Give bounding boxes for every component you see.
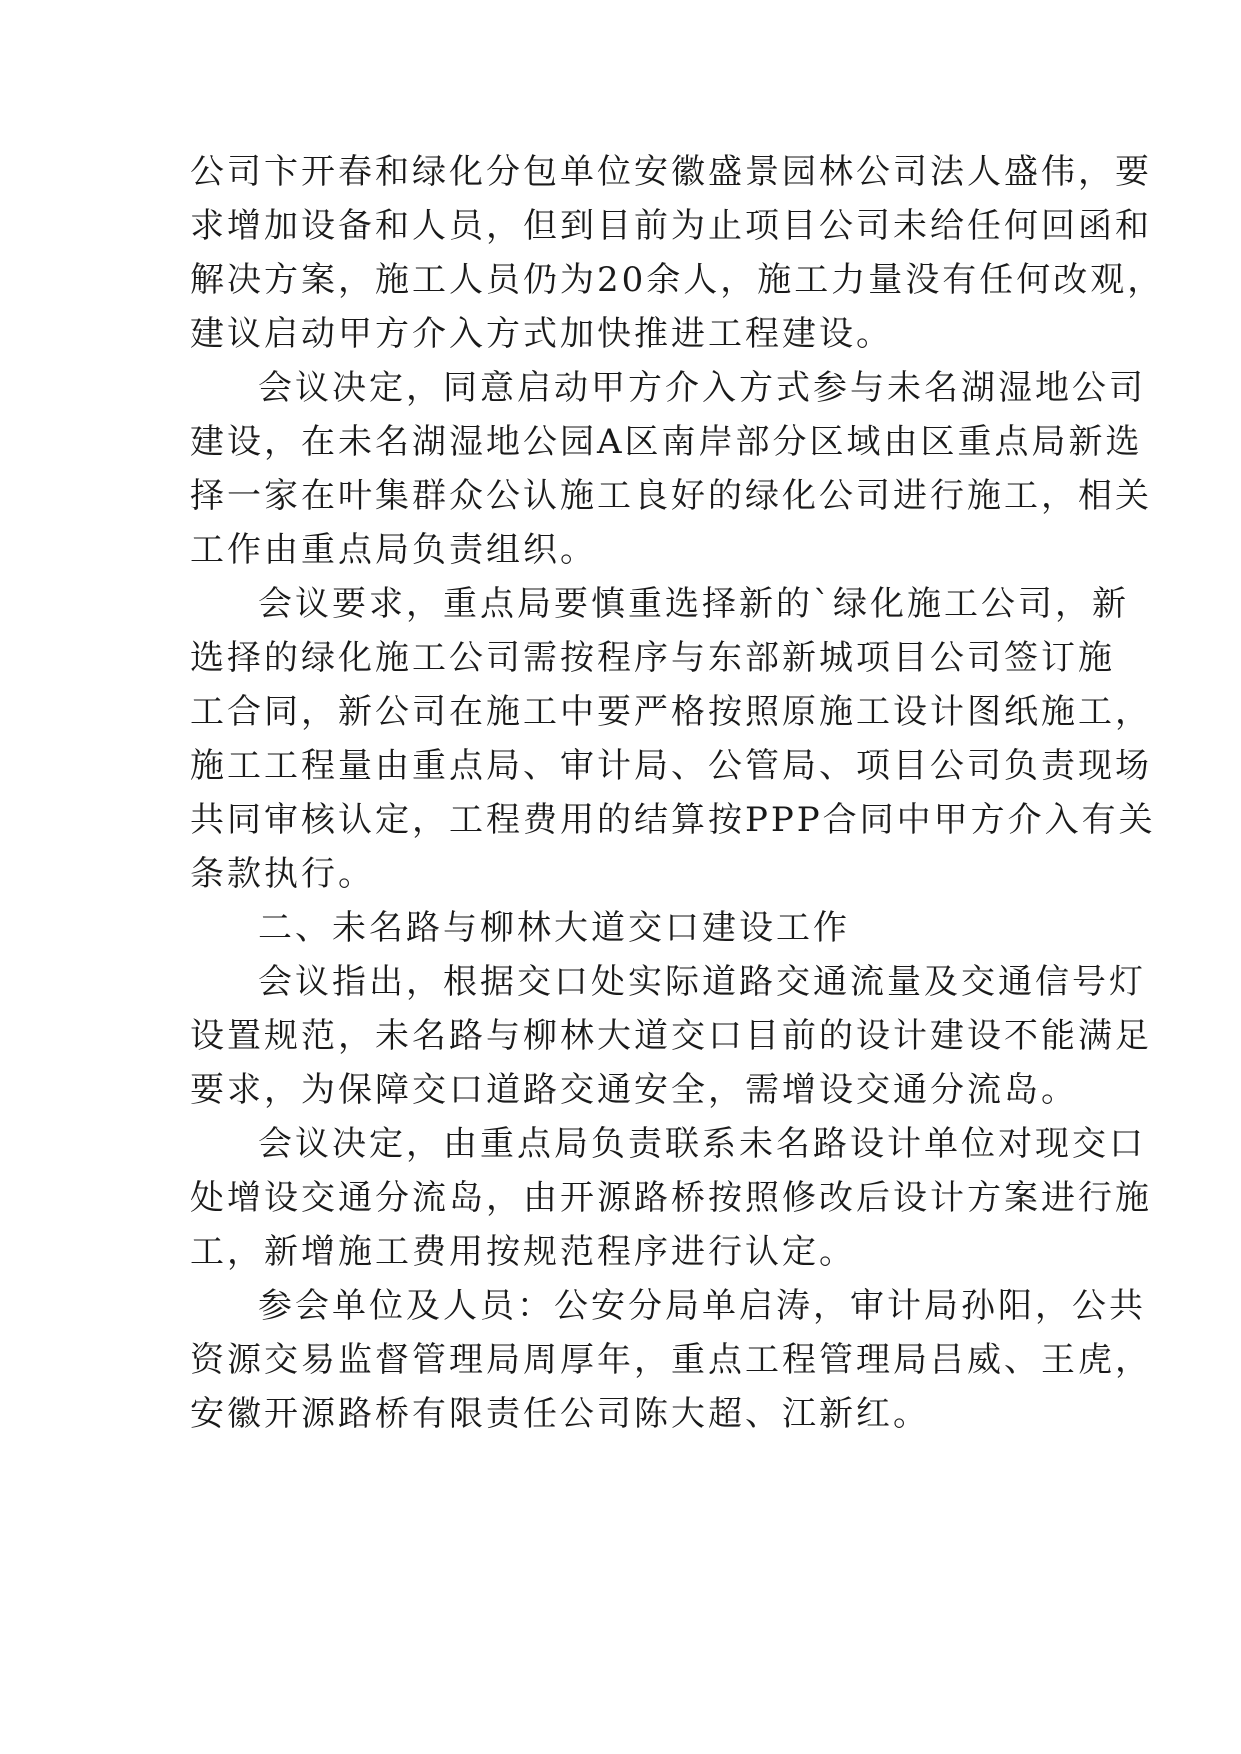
text-line: 择一家在叶集群众公认施工良好的绿化公司进行施工，相关	[190, 476, 1152, 516]
text-line: 条款执行。	[190, 854, 375, 894]
text-line: 资源交易监督管理局周厚年，重点工程管理局吕威、王虎，	[190, 1340, 1152, 1380]
text-line: 建议启动甲方介入方式加快推进工程建设。	[190, 314, 893, 354]
text-line: 设置规范，未名路与柳林大道交口目前的设计建设不能满足	[190, 1016, 1152, 1056]
text-line: 处增设交通分流岛，由开源路桥按照修改后设计方案进行施	[190, 1178, 1152, 1218]
text-line: 会议决定，由重点局负责联系未名路设计单位对现交口	[258, 1124, 1146, 1164]
section-heading: 二、未名路与柳林大道交口建设工作	[258, 908, 850, 948]
text-line: 要求，为保障交口道路交通安全，需增设交通分流岛。	[190, 1070, 1078, 1110]
text-line: 会议决定，同意启动甲方介入方式参与未名湖湿地公司	[258, 368, 1146, 408]
text-line: 解决方案，施工人员仍为20余人，施工力量没有任何改观，	[190, 260, 1165, 300]
text-line: 选择的绿化施工公司需按程序与东部新城项目公司签订施	[190, 638, 1115, 678]
text-line: 安徽开源路桥有限责任公司陈大超、江新红。	[190, 1394, 930, 1434]
text-line: 会议要求，重点局要慎重选择新的`绿化施工公司，新	[258, 584, 1129, 624]
text-line: 共同审核认定，工程费用的结算按PPP合同中甲方介入有关	[190, 800, 1156, 840]
text-line: 工作由重点局负责组织。	[190, 530, 597, 570]
text-line: 工合同，新公司在施工中要严格按照原施工设计图纸施工，	[190, 692, 1152, 732]
text-line: 公司卞开春和绿化分包单位安徽盛景园林公司法人盛伟，要	[190, 152, 1152, 192]
text-line: 建设，在未名湖湿地公园A区南岸部分区域由区重点局新选	[190, 422, 1143, 462]
text-line: 参会单位及人员：公安分局单启涛，审计局孙阳，公共	[258, 1286, 1146, 1326]
text-line: 施工工程量由重点局、审计局、公管局、项目公司负责现场	[190, 746, 1152, 786]
text-line: 求增加设备和人员，但到目前为止项目公司未给任何回函和	[190, 206, 1152, 246]
text-line: 工，新增施工费用按规范程序进行认定。	[190, 1232, 856, 1272]
text-line: 会议指出，根据交口处实际道路交通流量及交通信号灯	[258, 962, 1146, 1002]
